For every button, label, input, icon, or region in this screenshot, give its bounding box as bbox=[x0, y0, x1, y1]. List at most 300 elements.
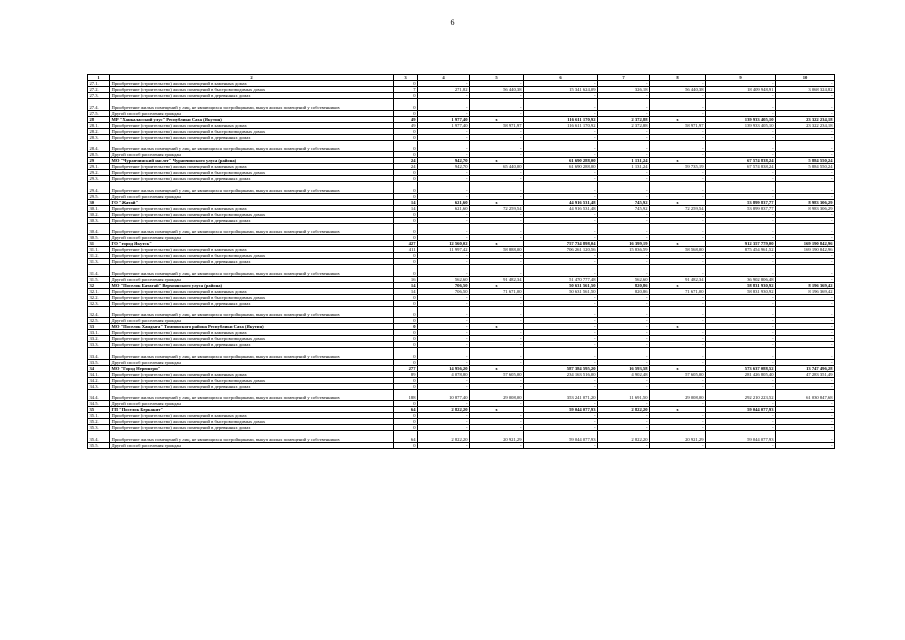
area-cell: - bbox=[418, 217, 470, 223]
cost-difference-cell: - bbox=[776, 182, 835, 194]
area-cell: 1 977,40 bbox=[418, 122, 470, 128]
count-cell: 0 bbox=[394, 425, 418, 431]
count-cell: 0 bbox=[394, 300, 418, 306]
count-cell: 0 bbox=[394, 110, 418, 116]
total-cost-cell: - bbox=[524, 318, 598, 324]
area-cell: - bbox=[418, 176, 470, 182]
cost-total-cell: - bbox=[706, 306, 776, 318]
row-number-cell: 29.5. bbox=[88, 193, 110, 199]
unit-cost-total-cell: 58 568,00 bbox=[650, 247, 706, 253]
count-cell: 427 bbox=[394, 241, 418, 247]
total-cost-cell: 59 044 077,93 bbox=[524, 431, 598, 443]
cost-total-cell: - bbox=[706, 425, 776, 431]
unit-cost-cell: - bbox=[470, 253, 524, 259]
unit-cost-cell: 58 971,97 bbox=[470, 122, 524, 128]
row-number-cell: 29.2. bbox=[88, 170, 110, 176]
row-description-cell: Другой способ расселения граждан bbox=[110, 235, 394, 241]
total-cost-cell: 587 384 595,20 bbox=[524, 365, 598, 371]
row-number-cell: 32.3. bbox=[88, 300, 110, 306]
row-number-cell: 30.2. bbox=[88, 211, 110, 217]
row-number-cell: 34.2. bbox=[88, 377, 110, 383]
cost-difference-cell: - bbox=[776, 342, 835, 348]
row-description-cell: Приобретение (строительство) жилых помещений в быстровозводимых домах bbox=[110, 170, 394, 176]
area-cell: - bbox=[418, 401, 470, 407]
table-row bbox=[88, 223, 835, 235]
row-number-cell: 30.4. bbox=[88, 223, 110, 235]
cost-total-cell: - bbox=[706, 359, 776, 365]
area-cell: 706,50 bbox=[418, 282, 470, 288]
cost-difference-cell: 8 196 369,42 bbox=[776, 288, 835, 294]
area-cell: - bbox=[418, 140, 470, 152]
row-number-cell: 34.1. bbox=[88, 371, 110, 377]
cost-difference-cell: - bbox=[776, 413, 835, 419]
unit-cost-cell: 65 440,00 bbox=[470, 164, 524, 170]
area-total-cell: 11 691,50 bbox=[598, 389, 650, 401]
cost-total-cell: - bbox=[706, 170, 776, 176]
total-cost-cell: - bbox=[524, 110, 598, 116]
cost-difference-cell: 8 983 306,29 bbox=[776, 199, 835, 205]
unit-cost-cell: - bbox=[470, 306, 524, 318]
row-description-cell: Приобретение (строительство) жилых помещений в каменных домах bbox=[110, 122, 394, 128]
area-total-cell: 820,86 bbox=[598, 282, 650, 288]
area-total-cell: - bbox=[598, 128, 650, 134]
cost-total-cell: - bbox=[706, 182, 776, 194]
area-total-cell: - bbox=[598, 152, 650, 158]
area-total-cell: 326,18 bbox=[598, 87, 650, 93]
unit-cost-cell: - bbox=[470, 419, 524, 425]
header-cell: 4 bbox=[418, 75, 470, 81]
area-total-cell: - bbox=[598, 359, 650, 365]
count-cell: 0 bbox=[394, 170, 418, 176]
table-row bbox=[88, 140, 835, 152]
unit-cost-total-cell: 58 971,97 bbox=[650, 122, 706, 128]
unit-cost-total-cell: 71 671,00 bbox=[650, 288, 706, 294]
count-cell: 0 bbox=[394, 442, 418, 448]
area-total-cell: - bbox=[598, 413, 650, 419]
header-cell: 6 bbox=[524, 75, 598, 81]
area-total-cell: - bbox=[598, 170, 650, 176]
row-description-cell: Приобретение жилых помещений у лиц, не являющихся застройщиками, выкуп жилых помещений у собственников bbox=[110, 182, 394, 194]
cost-difference-cell: 23 322 234,18 bbox=[776, 116, 835, 122]
cost-difference-cell: 23 322 234,18 bbox=[776, 122, 835, 128]
cost-total-cell: 53 899 837,77 bbox=[706, 205, 776, 211]
total-cost-cell: - bbox=[524, 413, 598, 419]
cost-total-cell: 18 409 948,91 bbox=[706, 87, 776, 93]
area-cell: - bbox=[418, 425, 470, 431]
unit-cost-total-cell: 56 440,38 bbox=[650, 87, 706, 93]
area-cell: 4 078,80 bbox=[418, 371, 470, 377]
row-description-cell: Приобретение (строительство) жилых помещений в деревянных домах bbox=[110, 300, 394, 306]
row-number-cell: 33 bbox=[88, 324, 110, 330]
count-cell: 0 bbox=[394, 259, 418, 265]
unit-cost-total-cell: - bbox=[650, 99, 706, 111]
total-cost-cell: 51 470 777,48 bbox=[524, 276, 598, 282]
unit-cost-total-cell: - bbox=[650, 294, 706, 300]
unit-cost-cell: - bbox=[470, 330, 524, 336]
total-cost-cell: - bbox=[524, 211, 598, 217]
total-cost-cell: - bbox=[524, 377, 598, 383]
area-total-cell: - bbox=[598, 81, 650, 87]
row-description-cell: Приобретение (строительство) жилых помещений в быстровозводимых домах bbox=[110, 419, 394, 425]
unit-cost-total-cell: - bbox=[650, 193, 706, 199]
cost-total-cell: - bbox=[706, 152, 776, 158]
count-cell: 277 bbox=[394, 365, 418, 371]
area-total-cell: - bbox=[598, 93, 650, 99]
count-cell: 49 bbox=[394, 122, 418, 128]
unit-cost-cell: - bbox=[470, 170, 524, 176]
area-cell: - bbox=[418, 359, 470, 365]
total-cost-cell: - bbox=[524, 93, 598, 99]
cost-total-cell: 912 357 779,00 bbox=[706, 241, 776, 247]
row-description-cell: Приобретение (строительство) жилых помещений в каменных домах bbox=[110, 330, 394, 336]
area-total-cell: - bbox=[598, 401, 650, 407]
count-cell: 64 bbox=[394, 407, 418, 413]
area-cell: - bbox=[418, 294, 470, 300]
row-number-cell: 35.4. bbox=[88, 431, 110, 443]
cost-difference-cell: - bbox=[776, 294, 835, 300]
cost-difference-cell: - bbox=[776, 223, 835, 235]
unit-cost-cell: - bbox=[470, 93, 524, 99]
row-number-cell: 28 bbox=[88, 116, 110, 122]
row-description-cell: МО "Поселок Хандыга" Томпонского района Республики Саха (Якутия) bbox=[110, 324, 394, 330]
unit-cost-cell: - bbox=[470, 140, 524, 152]
area-total-cell: 2 822,20 bbox=[598, 431, 650, 443]
area-cell: - bbox=[418, 170, 470, 176]
unit-cost-cell: - bbox=[470, 300, 524, 306]
row-number-cell: 28.2. bbox=[88, 128, 110, 134]
cost-difference-cell: - bbox=[776, 276, 835, 282]
row-description-cell: Другой способ расселения граждан bbox=[110, 110, 394, 116]
cost-difference-cell: - bbox=[776, 324, 835, 330]
cost-difference-cell: 8 196 369,42 bbox=[776, 282, 835, 288]
header-cell: 2 bbox=[110, 75, 394, 81]
area-total-cell: - bbox=[598, 217, 650, 223]
row-number-cell: 29.1. bbox=[88, 164, 110, 170]
row-number-cell: 30 bbox=[88, 199, 110, 205]
area-total-cell: 745,92 bbox=[598, 199, 650, 205]
total-cost-cell: 353 241 071,20 bbox=[524, 389, 598, 401]
count-cell: 0 bbox=[394, 223, 418, 235]
row-description-cell: Приобретение (строительство) жилых помещений в каменных домах bbox=[110, 371, 394, 377]
count-cell: 89 bbox=[394, 371, 418, 377]
area-total-cell: - bbox=[598, 223, 650, 235]
area-total-cell: - bbox=[598, 193, 650, 199]
cost-difference-cell: 169 190 842,96 bbox=[776, 241, 835, 247]
row-description-cell: Приобретение (строительство) жилых помещений в каменных домах bbox=[110, 164, 394, 170]
count-cell: 0 bbox=[394, 182, 418, 194]
area-total-cell: - bbox=[598, 342, 650, 348]
area-total-cell: - bbox=[598, 182, 650, 194]
cost-total-cell: - bbox=[706, 128, 776, 134]
row-number-cell: 34.5. bbox=[88, 401, 110, 407]
unit-cost-total-cell: - bbox=[650, 359, 706, 365]
row-number-cell: 32.5. bbox=[88, 318, 110, 324]
row-number-cell: 32.2. bbox=[88, 294, 110, 300]
area-cell: - bbox=[418, 211, 470, 217]
header-cell: 8 bbox=[650, 75, 706, 81]
cost-total-cell: 281 426 805,40 bbox=[706, 371, 776, 377]
unit-cost-cell: x bbox=[470, 282, 524, 288]
area-cell: 271,82 bbox=[418, 87, 470, 93]
unit-cost-cell: - bbox=[470, 425, 524, 431]
unit-cost-total-cell: 20 921,29 bbox=[650, 431, 706, 443]
cost-total-cell: - bbox=[706, 324, 776, 330]
cost-total-cell: - bbox=[706, 413, 776, 419]
row-description-cell: Другой способ расселения граждан bbox=[110, 401, 394, 407]
total-cost-cell: - bbox=[524, 336, 598, 342]
row-number-cell: 31.4. bbox=[88, 265, 110, 277]
row-number-cell: 29.4. bbox=[88, 182, 110, 194]
total-cost-cell: - bbox=[524, 182, 598, 194]
count-cell: 14 bbox=[394, 205, 418, 211]
total-cost-cell: 59 044 077,93 bbox=[524, 407, 598, 413]
unit-cost-cell: - bbox=[470, 128, 524, 134]
cost-total-cell: 139 933 405,10 bbox=[706, 116, 776, 122]
row-number-cell: 35.3. bbox=[88, 425, 110, 431]
row-description-cell: Приобретение (строительство) жилых помещений в деревянных домах bbox=[110, 383, 394, 389]
total-cost-cell: - bbox=[524, 401, 598, 407]
area-cell: - bbox=[418, 259, 470, 265]
area-cell: 1 977,40 bbox=[418, 116, 470, 122]
area-cell: - bbox=[418, 413, 470, 419]
cost-difference-cell: 5 884 550,24 bbox=[776, 164, 835, 170]
cost-total-cell: 53 899 837,77 bbox=[706, 199, 776, 205]
row-description-cell: МО "Поселок Батагай" Верхоянского улуса (района) bbox=[110, 282, 394, 288]
row-description-cell: Приобретение жилых помещений у лиц, не являющихся застройщиками, выкуп жилых помещений у собственников bbox=[110, 306, 394, 318]
row-description-cell: Другой способ расселения граждан bbox=[110, 152, 394, 158]
cost-total-cell: - bbox=[706, 336, 776, 342]
cost-total-cell: - bbox=[706, 99, 776, 111]
total-cost-cell: 15 341 624,09 bbox=[524, 87, 598, 93]
unit-cost-cell: - bbox=[470, 81, 524, 87]
total-cost-cell: - bbox=[524, 176, 598, 182]
area-total-cell: - bbox=[598, 110, 650, 116]
cost-total-cell: - bbox=[706, 401, 776, 407]
count-cell: 49 bbox=[394, 116, 418, 122]
total-cost-cell: - bbox=[524, 306, 598, 318]
total-cost-cell: 44 916 531,48 bbox=[524, 205, 598, 211]
unit-cost-total-cell: - bbox=[650, 265, 706, 277]
count-cell: 188 bbox=[394, 389, 418, 401]
row-description-cell: Другой способ расселения граждан bbox=[110, 442, 394, 448]
total-cost-cell: 61 690 288,00 bbox=[524, 164, 598, 170]
cost-total-cell: - bbox=[706, 235, 776, 241]
row-number-cell: 33.2. bbox=[88, 336, 110, 342]
cost-difference-cell: - bbox=[776, 176, 835, 182]
area-cell: - bbox=[418, 377, 470, 383]
row-number-cell: 28.1. bbox=[88, 122, 110, 128]
count-cell: 0 bbox=[394, 128, 418, 134]
count-cell: 0 bbox=[394, 342, 418, 348]
cost-difference-cell: - bbox=[776, 306, 835, 318]
row-description-cell: Приобретение жилых помещений у лиц, не являющихся застройщиками, выкуп жилых помещений у собственников bbox=[110, 99, 394, 111]
count-cell: 0 bbox=[394, 383, 418, 389]
count-cell: 0 bbox=[394, 306, 418, 318]
cost-total-cell: - bbox=[706, 217, 776, 223]
total-cost-cell: - bbox=[524, 324, 598, 330]
cost-total-cell: - bbox=[706, 259, 776, 265]
total-cost-cell: 61 690 288,00 bbox=[524, 158, 598, 164]
cost-total-cell: - bbox=[706, 383, 776, 389]
row-description-cell: Приобретение жилых помещений у лиц, не являющихся застройщиками, выкуп жилых помещений у собственников bbox=[110, 140, 394, 152]
total-cost-cell: - bbox=[524, 170, 598, 176]
row-number-cell: 35.1. bbox=[88, 413, 110, 419]
unit-cost-cell: - bbox=[470, 401, 524, 407]
area-total-cell: 1 131,24 bbox=[598, 158, 650, 164]
area-cell: 2 822,20 bbox=[418, 431, 470, 443]
unit-cost-total-cell: - bbox=[650, 152, 706, 158]
count-cell: 14 bbox=[394, 288, 418, 294]
cost-difference-cell: - bbox=[776, 99, 835, 111]
unit-cost-total-cell: - bbox=[650, 348, 706, 360]
row-number-cell: 32.1. bbox=[88, 288, 110, 294]
cost-difference-cell: - bbox=[776, 217, 835, 223]
row-number-cell: 29 bbox=[88, 158, 110, 164]
cost-difference-cell: - bbox=[776, 253, 835, 259]
unit-cost-cell: 56 440,38 bbox=[470, 87, 524, 93]
total-cost-cell: - bbox=[524, 223, 598, 235]
row-description-cell: Приобретение (строительство) жилых помещений в каменных домах bbox=[110, 288, 394, 294]
row-description-cell: Приобретение (строительство) жилых помещений в быстровозводимых домах bbox=[110, 87, 394, 93]
count-cell: 0 bbox=[394, 348, 418, 360]
count-cell: 0 bbox=[394, 176, 418, 182]
table-row bbox=[88, 389, 835, 401]
cost-difference-cell: - bbox=[776, 330, 835, 336]
area-total-cell: 745,92 bbox=[598, 205, 650, 211]
total-cost-cell: - bbox=[524, 259, 598, 265]
unit-cost-total-cell: 59 735,19 bbox=[650, 164, 706, 170]
area-total-cell: - bbox=[598, 140, 650, 152]
table-row bbox=[88, 348, 835, 360]
cost-difference-cell: - bbox=[776, 170, 835, 176]
unit-cost-cell: 58 888,00 bbox=[470, 247, 524, 253]
unit-cost-cell: - bbox=[470, 413, 524, 419]
area-cell: - bbox=[418, 419, 470, 425]
row-description-cell: Другой способ расселения граждан bbox=[110, 193, 394, 199]
row-description-cell: Другой способ расселения граждан bbox=[110, 276, 394, 282]
row-description-cell: Приобретение (строительство) жилых помещений в деревянных домах bbox=[110, 425, 394, 431]
area-cell: - bbox=[418, 253, 470, 259]
row-description-cell: Приобретение (строительство) жилых помещений в быстровозводимых домах bbox=[110, 128, 394, 134]
row-description-cell: Приобретение (строительство) жилых помещений в быстровозводимых домах bbox=[110, 336, 394, 342]
row-description-cell: ГП "Поселок Беркакит" bbox=[110, 407, 394, 413]
row-number-cell: 35 bbox=[88, 407, 110, 413]
row-number-cell: 27.3. bbox=[88, 93, 110, 99]
count-cell: 0 bbox=[394, 99, 418, 111]
area-cell: - bbox=[418, 134, 470, 140]
cost-total-cell: - bbox=[706, 134, 776, 140]
cost-difference-cell: - bbox=[776, 259, 835, 265]
cost-difference-cell: - bbox=[776, 336, 835, 342]
cost-total-cell: - bbox=[706, 211, 776, 217]
row-description-cell: Приобретение (строительство) жилых помещений в каменных домах bbox=[110, 247, 394, 253]
area-cell: - bbox=[418, 110, 470, 116]
area-cell: - bbox=[418, 342, 470, 348]
row-number-cell: 34.4. bbox=[88, 389, 110, 401]
count-cell: 24 bbox=[394, 158, 418, 164]
cost-total-cell: - bbox=[706, 140, 776, 152]
total-cost-cell: - bbox=[524, 359, 598, 365]
row-number-cell: 34 bbox=[88, 365, 110, 371]
row-number-cell: 35.2. bbox=[88, 419, 110, 425]
row-description-cell: Приобретение (строительство) жилых помещений в быстровозводимых домах bbox=[110, 211, 394, 217]
unit-cost-cell: - bbox=[470, 336, 524, 342]
area-total-cell: 2 372,88 bbox=[598, 122, 650, 128]
row-description-cell: Приобретение (строительство) жилых помещений в деревянных домах bbox=[110, 134, 394, 140]
header-cell: 9 bbox=[706, 75, 776, 81]
cost-difference-cell: - bbox=[776, 401, 835, 407]
cost-difference-cell: - bbox=[776, 81, 835, 87]
total-cost-cell: - bbox=[524, 294, 598, 300]
unit-cost-cell: - bbox=[470, 223, 524, 235]
unit-cost-cell: 72 259,54 bbox=[470, 205, 524, 211]
unit-cost-cell: - bbox=[470, 134, 524, 140]
unit-cost-total-cell: - bbox=[650, 253, 706, 259]
area-total-cell: 4 902,48 bbox=[598, 371, 650, 377]
unit-cost-total-cell: 91 482,34 bbox=[650, 276, 706, 282]
cost-difference-cell: - bbox=[776, 419, 835, 425]
row-description-cell: Приобретение (строительство) жилых помещений в быстровозводимых домах bbox=[110, 253, 394, 259]
count-cell: 411 bbox=[394, 247, 418, 253]
unit-cost-total-cell: - bbox=[650, 401, 706, 407]
total-cost-cell: - bbox=[524, 134, 598, 140]
area-cell: 942,70 bbox=[418, 164, 470, 170]
cost-total-cell: - bbox=[706, 253, 776, 259]
unit-cost-total-cell: - bbox=[650, 223, 706, 235]
cost-total-cell: 67 574 838,24 bbox=[706, 158, 776, 164]
area-cell: 621,60 bbox=[418, 199, 470, 205]
cost-difference-cell: 61 030 847,68 bbox=[776, 389, 835, 401]
total-cost-cell: 116 611 170,92 bbox=[524, 122, 598, 128]
row-description-cell: Приобретение жилых помещений у лиц, не являющихся застройщиками, выкуп жилых помещений у собственников bbox=[110, 348, 394, 360]
area-total-cell: - bbox=[598, 134, 650, 140]
cost-difference-cell: - bbox=[776, 193, 835, 199]
unit-cost-cell: - bbox=[470, 265, 524, 277]
total-cost-cell: - bbox=[524, 253, 598, 259]
header-cell: 7 bbox=[598, 75, 650, 81]
unit-cost-cell: - bbox=[470, 259, 524, 265]
page-number: 6 bbox=[450, 18, 455, 27]
area-cell: - bbox=[418, 182, 470, 194]
unit-cost-cell: - bbox=[470, 235, 524, 241]
count-cell: 0 bbox=[394, 359, 418, 365]
area-total-cell: 562,60 bbox=[598, 276, 650, 282]
cost-total-cell: - bbox=[706, 294, 776, 300]
unit-cost-total-cell: x bbox=[650, 365, 706, 371]
area-cell: - bbox=[418, 193, 470, 199]
row-number-cell: 29.3. bbox=[88, 176, 110, 182]
unit-cost-cell: 71 671,00 bbox=[470, 288, 524, 294]
row-description-cell: Другой способ расселения граждан bbox=[110, 359, 394, 365]
cost-difference-cell: 3 068 324,82 bbox=[776, 87, 835, 93]
area-cell: - bbox=[418, 81, 470, 87]
row-description-cell: Приобретение (строительство) жилых помещений в каменных домах bbox=[110, 205, 394, 211]
unit-cost-cell: - bbox=[470, 442, 524, 448]
table-row bbox=[88, 182, 835, 194]
unit-cost-total-cell: - bbox=[650, 140, 706, 152]
row-number-cell: 30.1. bbox=[88, 205, 110, 211]
table-row bbox=[88, 265, 835, 277]
header-cell: 10 bbox=[776, 75, 835, 81]
area-cell: 706,50 bbox=[418, 288, 470, 294]
count-cell: 0 bbox=[394, 193, 418, 199]
count-cell: 24 bbox=[394, 164, 418, 170]
count-cell: 0 bbox=[394, 235, 418, 241]
cost-total-cell: - bbox=[706, 442, 776, 448]
unit-cost-total-cell: - bbox=[650, 259, 706, 265]
unit-cost-total-cell: - bbox=[650, 318, 706, 324]
count-cell: 0 bbox=[394, 134, 418, 140]
